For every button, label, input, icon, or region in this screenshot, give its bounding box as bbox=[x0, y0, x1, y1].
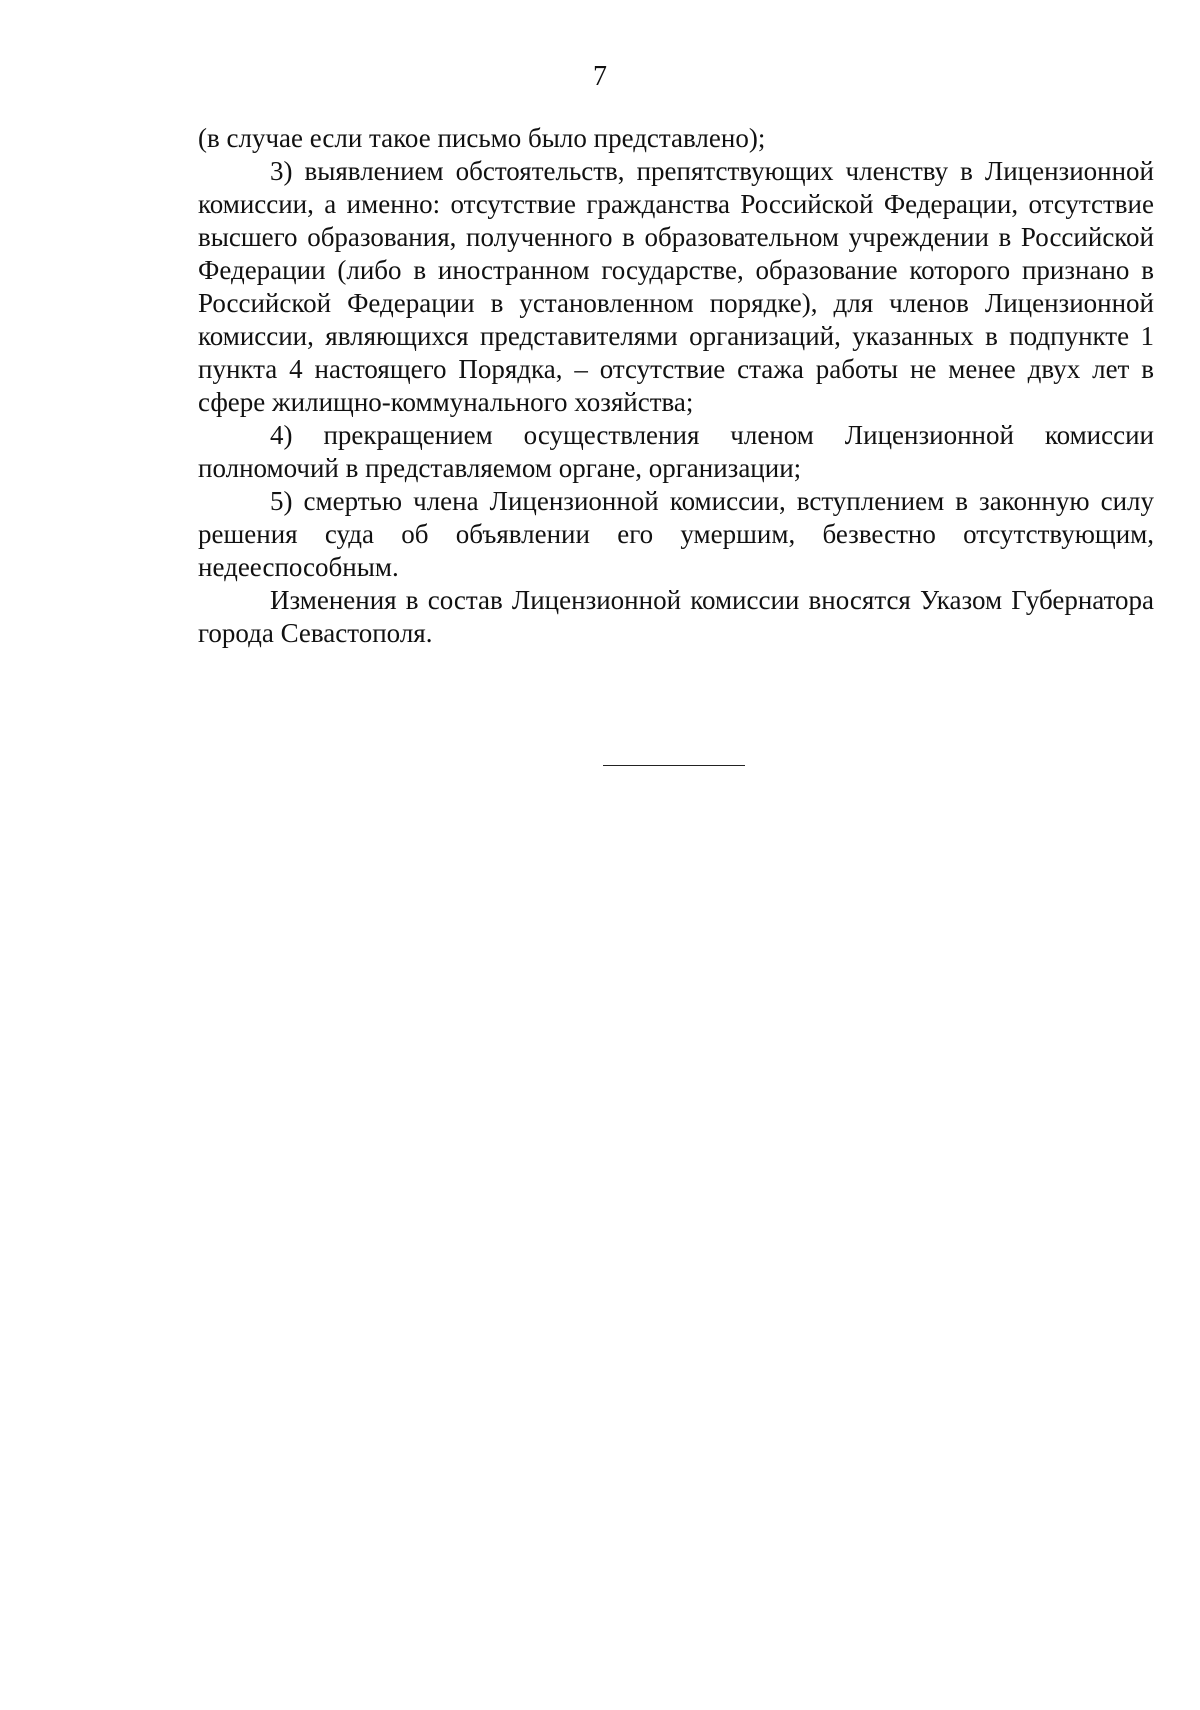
page-number: 7 bbox=[593, 61, 607, 92]
document-body bbox=[198, 122, 1154, 650]
paragraph-continuation: (в случае если такое письмо было представлено); bbox=[198, 123, 766, 153]
end-of-document-rule bbox=[603, 765, 745, 766]
paragraph-item-3: 3) выявлением обстоятельств, препятствующих членству в Лицензионной комиссии, а именно: отсутствие гражданства Российской Федерации, отсутствие высшего образования, полученного в образовательном учреждении в Российской Федерации (либо в иностранном государстве, образование которого признано в Российской Федерации в установленном порядке), для членов Лицензионной комиссии, являющихся представителями организаций, указанных в подпункте 1 пункта 4 настоящего Порядка, – отсутствие стажа работы не менее двух лет в сфере жилищно-коммунального хозяйства; bbox=[198, 156, 1154, 417]
paragraph-item-5: 5) смертью члена Лицензионной комиссии, вступлением в законную силу решения суда об объявлении его умершим, безвестно отсутствующим, недееспособным. bbox=[198, 486, 1154, 582]
paragraph-changes: Изменения в состав Лицензионной комиссии вносятся Указом Губернатора города Севастополя. bbox=[198, 585, 1154, 648]
paragraph-item-4: 4) прекращением осуществления членом Лицензионной комиссии полномочий в представляемом органе, организации; bbox=[198, 420, 1154, 483]
